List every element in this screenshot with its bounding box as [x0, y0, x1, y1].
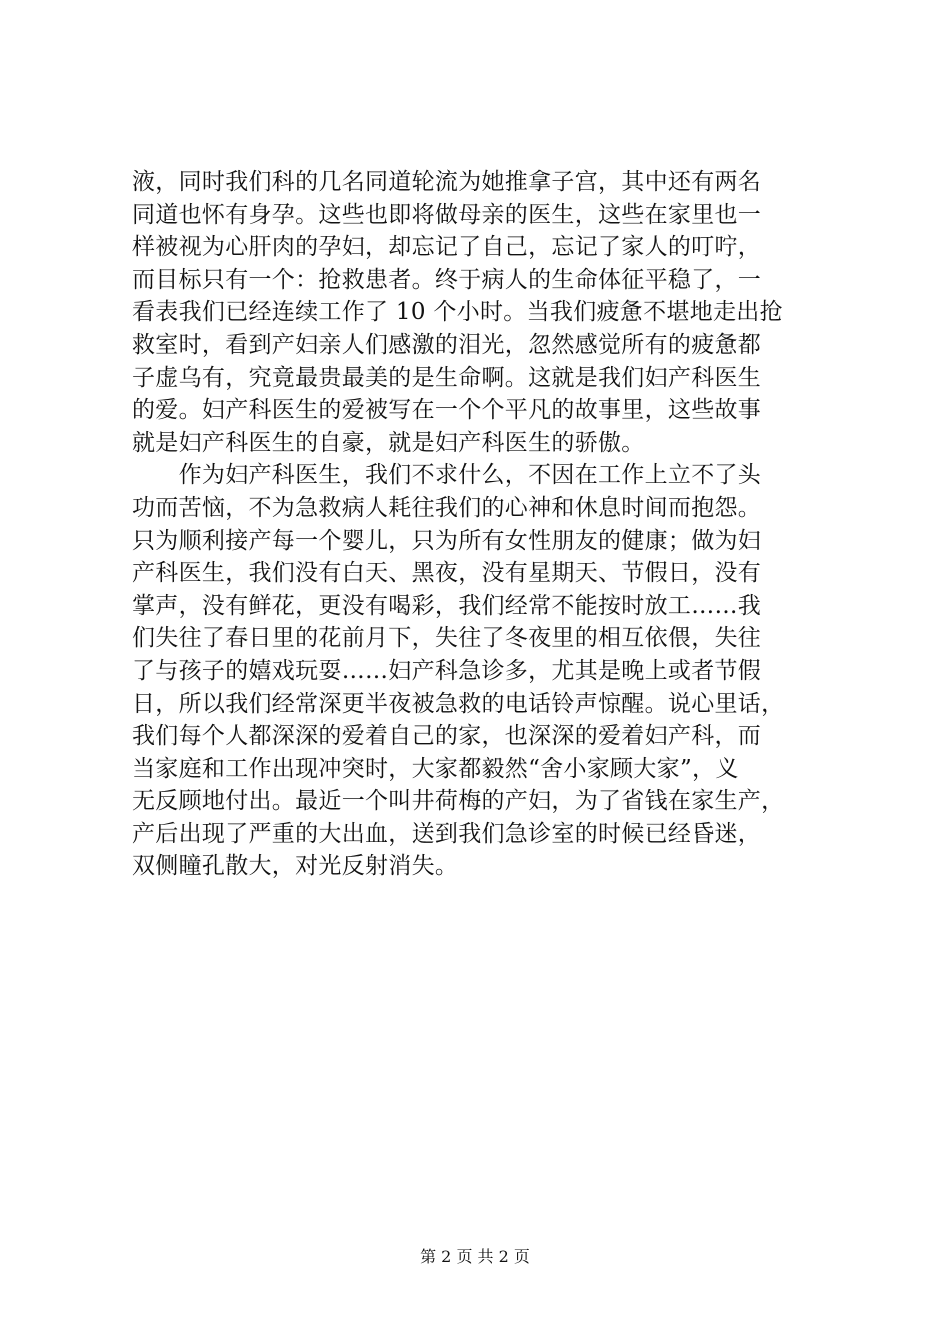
text-line: 同道也怀有身孕。这些也即将做母亲的医生，这些在家里也一	[132, 201, 762, 228]
text-line: 只为顺利接产每一个婴儿，只为所有女性朋友的健康；做为妇	[132, 527, 762, 554]
text-line: 无反顾地付出。最近一个叫井荷梅的产妇，为了省钱在家生产，	[132, 788, 785, 815]
text-line: 子虚乌有，究竟最贵最美的是生命啊。这就是我们妇产科医生	[132, 364, 762, 391]
text-line: 产科医生，我们没有白天、黑夜，没有星期天、节假日，没有	[132, 560, 762, 587]
text-line: 掌声，没有鲜花，更没有喝彩，我们经常不能按时放工……我	[132, 592, 762, 619]
text-line: 我们每个人都深深的爱着自己的家，也深深的爱着妇产科，而	[132, 723, 762, 750]
text-line: 救室时，看到产妇亲人们感激的泪光，忽然感觉所有的疲惫都	[132, 331, 762, 358]
text-line: 产后出现了严重的大出血，送到我们急诊室的时候已经昏迷，	[132, 820, 762, 847]
text-line: 液，同时我们科的几名同道轮流为她推拿子宫，其中还有两名	[132, 169, 762, 195]
text-line: 们失往了春日里的花前月下，失往了冬夜里的相互依偎，失往	[132, 625, 762, 652]
text-line: 而目标只有一个：抢救患者。终于病人的生命体征平稳了，一	[132, 266, 762, 293]
text-line: 双侧瞳孔散大，对光反射消失。	[132, 853, 459, 880]
text-line: 看表我们已经连续工作了 10 个小时。当我们疲惫不堪地走出抢	[132, 299, 783, 326]
text-line: 的爱。妇产科医生的爱被写在一个个平凡的故事里，这些故事	[132, 397, 762, 424]
text-line: 了与孩子的嬉戏玩耍……妇产科急诊多，尤其是晚上或者节假	[132, 657, 762, 684]
text-line: 日，所以我们经常深更半夜被急救的电话铃声惊醒。说心里话，	[132, 690, 785, 717]
body-text	[132, 166, 852, 883]
text-line: 样被视为心肝肉的孕妇，却忘记了自己，忘记了家人的叮咛，	[132, 234, 762, 261]
text-line: 作为妇产科医生，我们不求什么，不因在工作上立不了头	[132, 462, 762, 489]
text-line: 功而苦恼，不为急救病人耗往我们的心神和休息时间而抱怨。	[132, 494, 762, 521]
page-footer: 第 2 页 共 2 页	[420, 1247, 530, 1266]
text-line: 当家庭和工作出现冲突时，大家都毅然“舍小家顾大家”，义	[132, 755, 739, 782]
text-line: 就是妇产科医生的自豪，就是妇产科医生的骄傲。	[132, 429, 645, 456]
